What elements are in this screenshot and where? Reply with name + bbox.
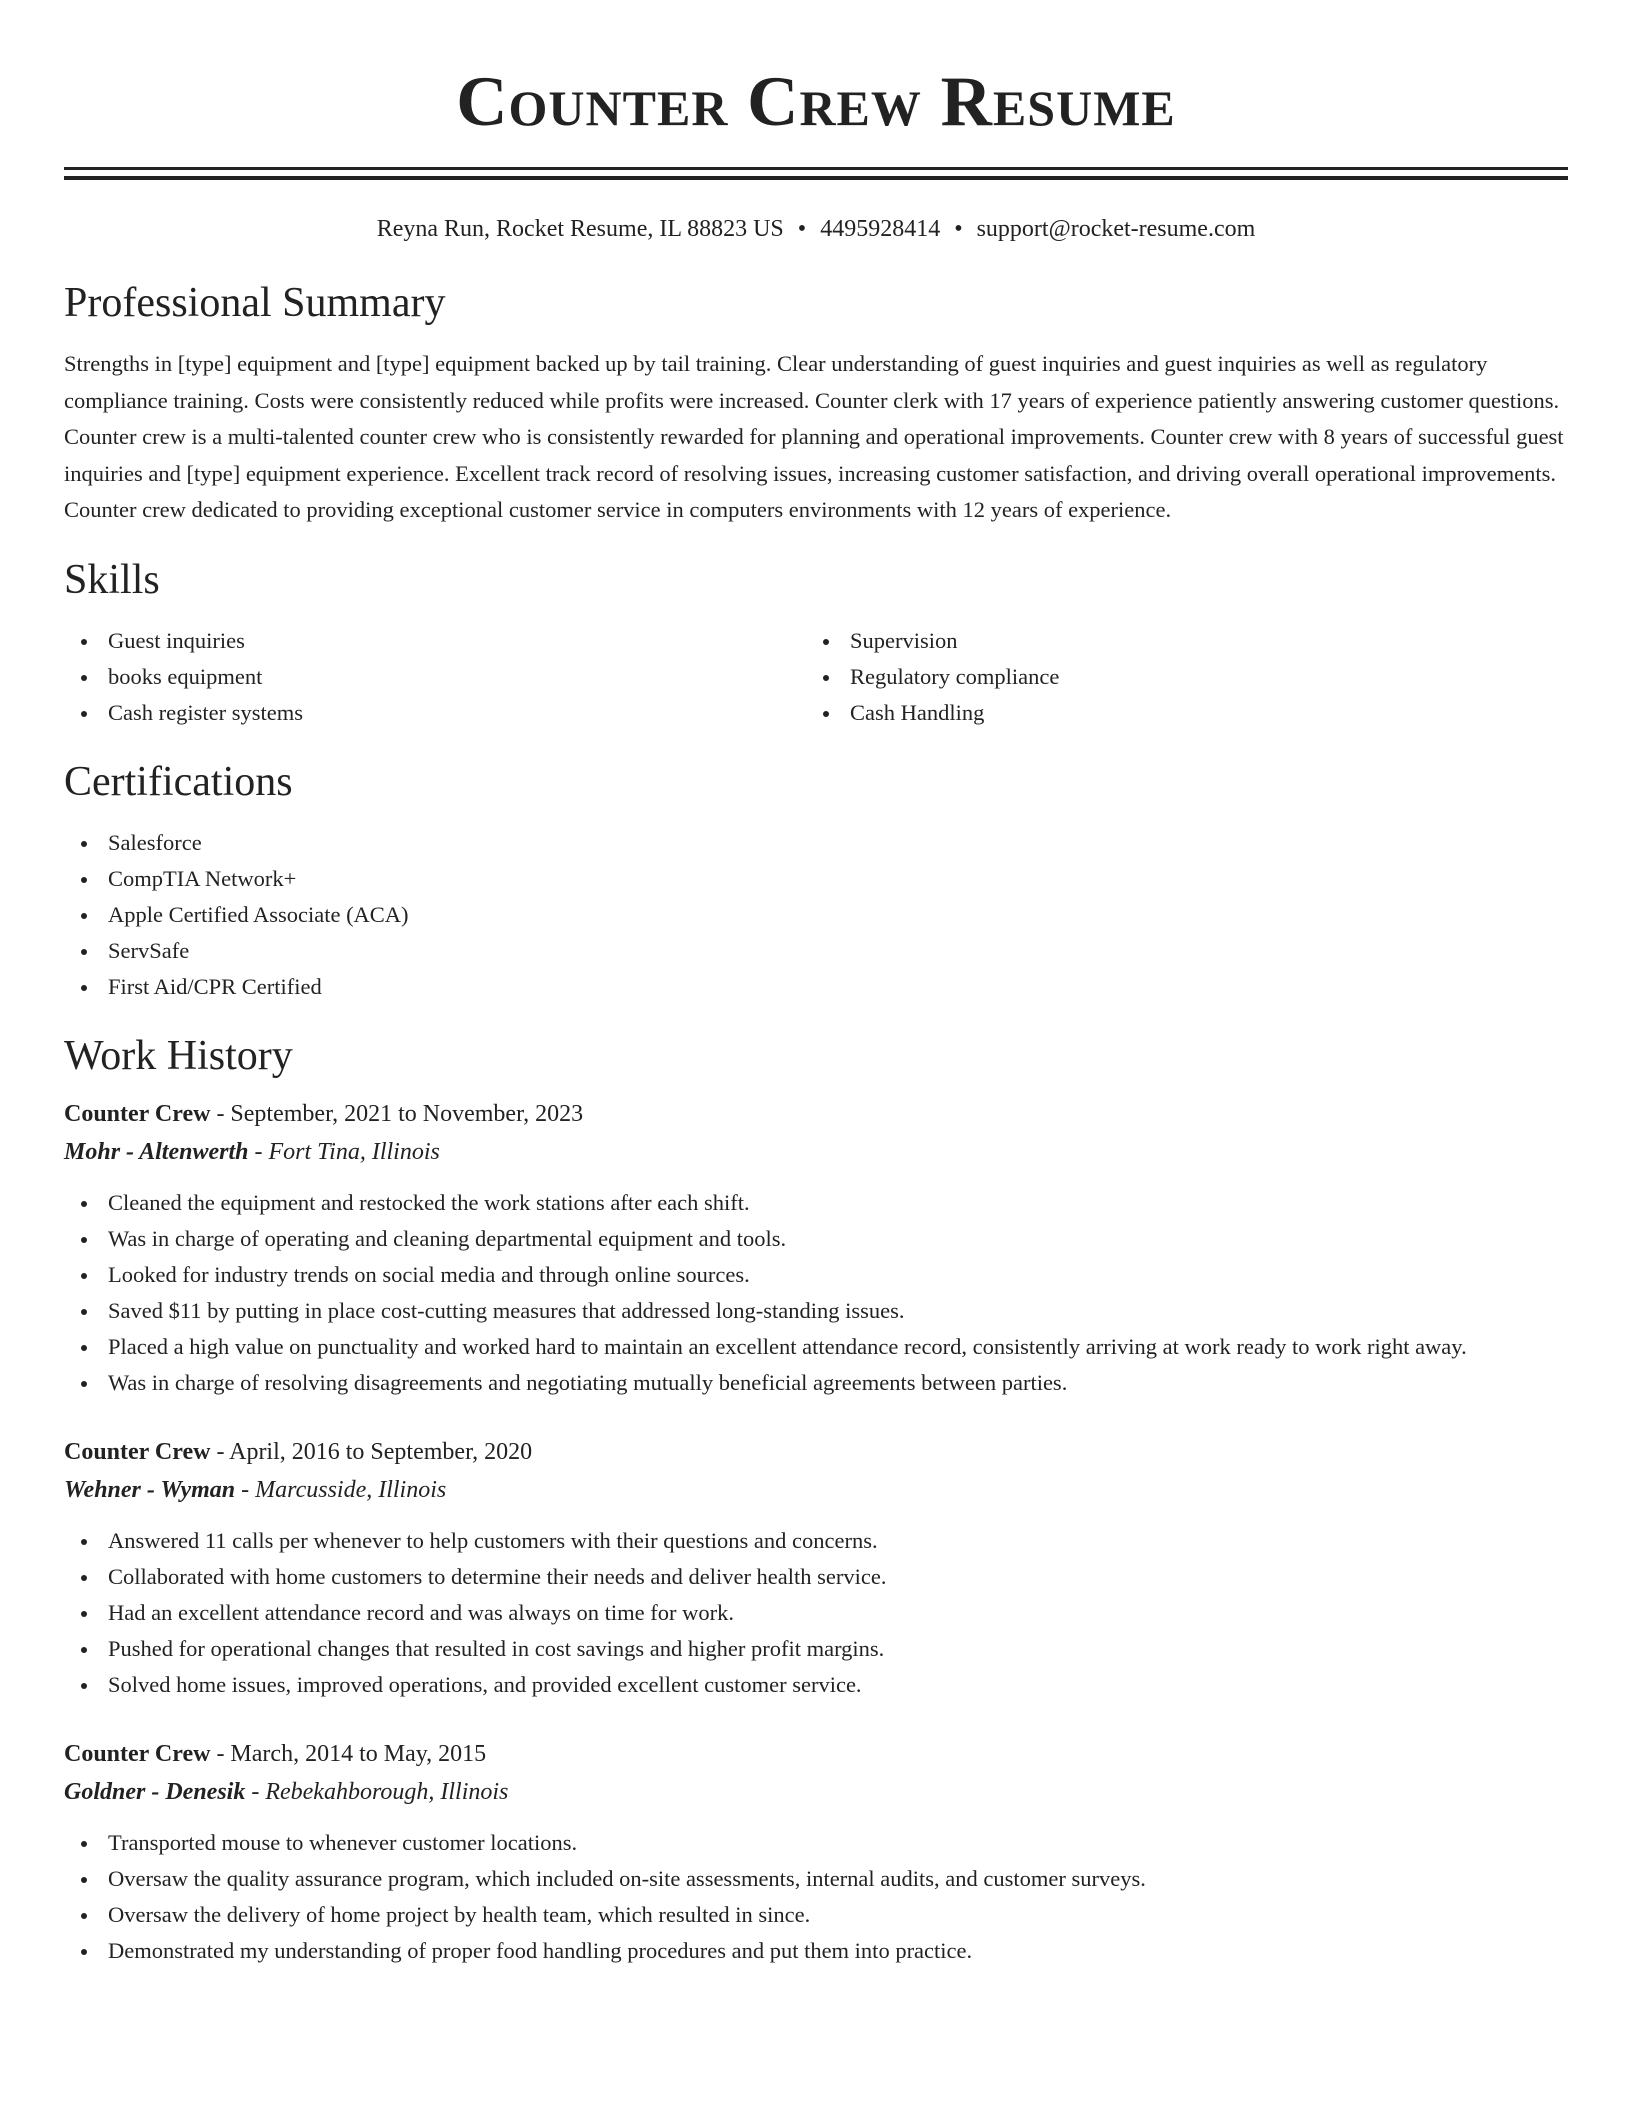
job-dates: - September, 2021 to November, 2023	[210, 1100, 584, 1127]
job-bullets	[64, 1825, 1568, 1969]
summary-heading: Professional Summary	[64, 280, 446, 326]
title-rule-thin	[64, 176, 1568, 180]
job-bullet: Cleaned the equipment and restocked the work stations after each shift.	[64, 1185, 1568, 1221]
contact-email: support@rocket-resume.com	[976, 216, 1256, 242]
job-company-line	[64, 1471, 1568, 1509]
job-entry	[64, 1735, 1568, 1969]
job-bullet: Looked for industry trends on social media and through online sources.	[64, 1257, 1568, 1293]
skill-item: Cash register systems	[64, 695, 806, 731]
job-bullet: Saved $11 by putting in place cost-cutting measures that addressed long-standing issues.	[64, 1293, 1568, 1329]
contact-separator: •	[797, 216, 807, 242]
job-bullet: Oversaw the delivery of home project by health team, which resulted in since.	[64, 1897, 1568, 1933]
certification-item: ServSafe	[64, 933, 1568, 969]
certifications-list	[64, 825, 1568, 1005]
job-location: - Rebekahborough, Illinois	[245, 1778, 509, 1805]
certification-item: Salesforce	[64, 825, 1568, 861]
job-company: Goldner - Denesik	[64, 1778, 246, 1805]
job-title-line	[64, 1735, 1568, 1773]
skills-list-left	[64, 623, 806, 731]
job-dates: - April, 2016 to September, 2020	[210, 1438, 533, 1465]
certification-item: Apple Certified Associate (ACA)	[64, 897, 1568, 933]
job-title: Counter Crew	[64, 1740, 211, 1767]
job-company-line	[64, 1773, 1568, 1811]
contact-separator: •	[954, 216, 963, 242]
job-entry	[64, 1095, 1568, 1401]
work-history-heading: Work History	[64, 1032, 293, 1079]
job-bullet: Demonstrated my understanding of proper food handling procedures and put them into practice.	[64, 1933, 1568, 1969]
certification-item: First Aid/CPR Certified	[64, 969, 1568, 1005]
job-company: Mohr - Altenwerth	[64, 1138, 249, 1165]
job-bullet: Was in charge of operating and cleaning departmental equipment and tools.	[64, 1221, 1568, 1257]
job-title-line	[64, 1433, 1568, 1471]
skill-item: Regulatory compliance	[806, 659, 1548, 695]
contact-line	[64, 214, 1568, 244]
job-bullet: Was in charge of resolving disagreements and negotiating mutually beneficial agreements between parties.	[64, 1365, 1568, 1401]
job-bullet: Had an excellent attendance record and was always on time for work.	[64, 1595, 1568, 1631]
job-bullet: Solved home issues, improved operations, and provided excellent customer service.	[64, 1667, 1568, 1703]
job-dates: - March, 2014 to May, 2015	[210, 1740, 487, 1767]
resume-title: Counter Crew Resume	[456, 63, 1176, 141]
job-bullet: Transported mouse to whenever customer locations.	[64, 1825, 1568, 1861]
skill-item: books equipment	[64, 659, 806, 695]
job-entry	[64, 1433, 1568, 1703]
skills-heading: Skills	[64, 556, 160, 603]
job-bullet: Collaborated with home customers to determine their needs and deliver health service.	[64, 1559, 1568, 1595]
skill-item: Cash Handling	[806, 695, 1548, 731]
job-bullet: Answered 11 calls per whenever to help customers with their questions and concerns.	[64, 1523, 1568, 1559]
job-bullet: Placed a high value on punctuality and worked hard to maintain an excellent attendance record, consistently arriving at work ready to work right away.	[64, 1329, 1568, 1365]
job-bullet: Pushed for operational changes that resulted in cost savings and higher profit margins.	[64, 1631, 1568, 1667]
certification-item: CompTIA Network+	[64, 861, 1568, 897]
contact-address: Reyna Run, Rocket Resume, IL 88823 US	[376, 216, 784, 242]
skills-list-right	[806, 623, 1548, 731]
job-bullets	[64, 1185, 1568, 1401]
job-title-line	[64, 1095, 1568, 1133]
summary-text: Strengths in [type] equipment and [type] equipment backed up by tail training. Clear understanding of guest inquiries and guest inquiries as well as regulatory compliance training. Costs were consistently reduced while profits were increased. Counter clerk with 17 years of experience patiently answering customer questions. Counter crew is a multi-talented counter crew who is consistently rewarded for planning and operational improvements. Counter crew with 8 years of successful guest inquiries and [type] equipment experience. Excellent track record of resolving issues, increasing customer satisfaction, and driving overall operational improvements. Counter crew dedicated to providing exceptional customer service in computers environments with 12 years of experience.	[64, 351, 1564, 522]
job-location: - Marcusside, Illinois	[235, 1476, 447, 1503]
job-title: Counter Crew	[64, 1100, 211, 1127]
skill-item: Supervision	[806, 623, 1548, 659]
skill-item: Guest inquiries	[64, 623, 806, 659]
certifications-heading: Certifications	[64, 758, 293, 805]
title-rule-thick	[64, 167, 1568, 170]
job-bullets	[64, 1523, 1568, 1703]
job-title: Counter Crew	[64, 1438, 211, 1465]
job-company: Wehner - Wyman	[64, 1476, 236, 1503]
contact-phone: 4495928414	[820, 216, 941, 242]
job-bullet: Oversaw the quality assurance program, which included on-site assessments, internal audits, and customer surveys.	[64, 1861, 1568, 1897]
job-location: - Fort Tina, Illinois	[248, 1138, 440, 1165]
job-company-line	[64, 1133, 1568, 1171]
skills-grid	[64, 623, 1568, 731]
